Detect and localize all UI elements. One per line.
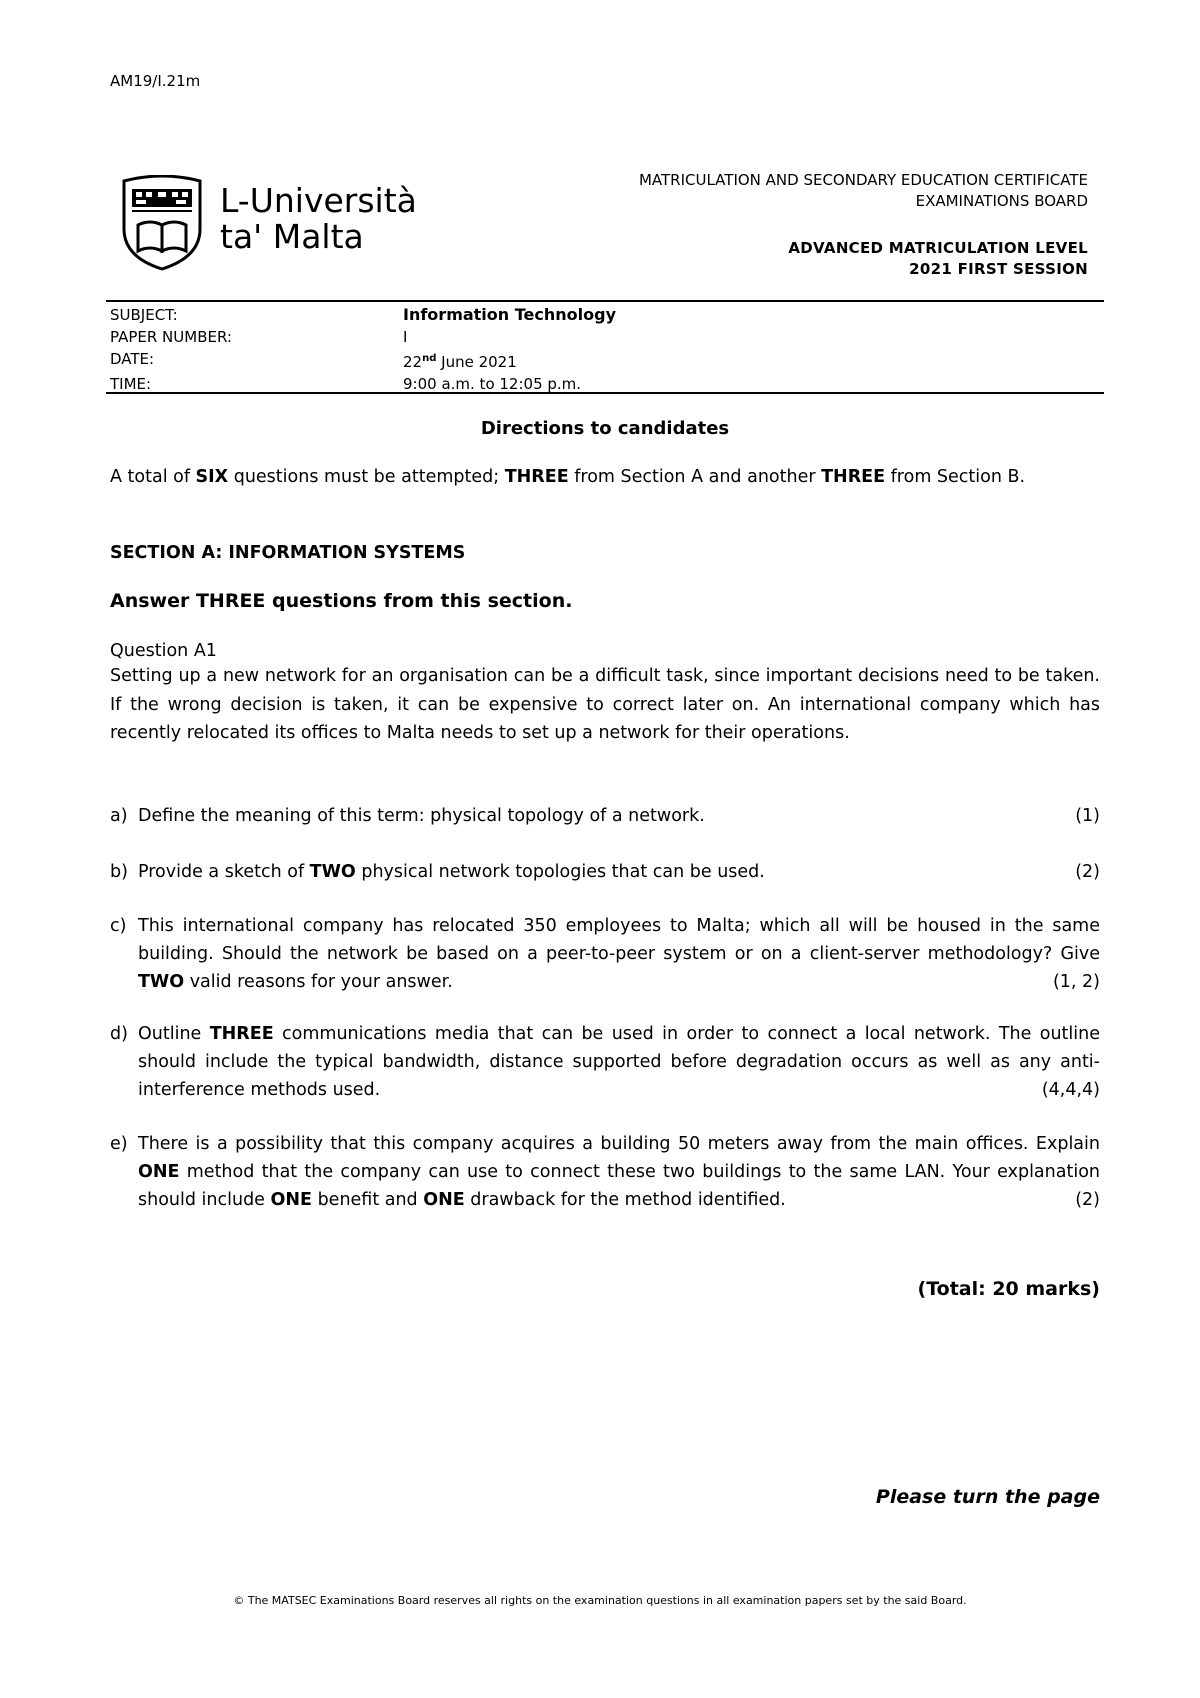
marks-c: (1, 2) bbox=[1052, 972, 1100, 992]
directions-text: A total of SIX questions must be attempted; THREE from Section A and another THREE from Section B. bbox=[110, 467, 1026, 487]
question-intro: Setting up a new network for an organisation can be a difficult task, since important decisions need to be taken. If the wrong decision is taken, it can be expensive to correct later on. An international company which has recently relocated its offices to Malta needs to set up a network for their operations. bbox=[110, 666, 1100, 743]
turn-page-note: Please turn the page bbox=[875, 1486, 1100, 1508]
question-part-e: e) There is a possibility that this company acquires a building 50 meters away from the main offices. Explain ONE method that the company can use to connect these two buildings to the same LAN. Your explanation should include ONE benefit and ONE drawback for the method identified. (2) bbox=[110, 1130, 1100, 1214]
university-logo bbox=[118, 175, 418, 271]
paper-row: PAPER NUMBER: I bbox=[110, 326, 1100, 348]
exam-board-name: MATRICULATION AND SECONDARY EDUCATION CERTIFICATE EXAMINATIONS BOARD bbox=[638, 171, 1088, 210]
time-value: 9:00 a.m. to 12:05 p.m. bbox=[403, 375, 582, 393]
question-part-b: b) Provide a sketch of TWO physical network topologies that can be used. (2) bbox=[110, 858, 1100, 886]
section-instruction: Answer THREE questions from this section. bbox=[110, 590, 573, 612]
marks-d: (4,4,4) bbox=[1041, 1080, 1100, 1100]
marks-e: (2) bbox=[1075, 1190, 1100, 1210]
bottom-divider bbox=[106, 392, 1104, 394]
marks-a: (1) bbox=[1075, 806, 1100, 826]
document-code: AM19/I.21m bbox=[110, 72, 201, 90]
question-title: Question A1 bbox=[110, 641, 217, 661]
question-part-c: c) This international company has relocated 350 employees to Malta; which all will be housed in the same building. Should the network be based on a peer-to-peer system or on a client-server methodology? Give TWO valid reasons for your answer. (1, 2) bbox=[110, 912, 1100, 996]
date-value: 22nd June 2021 bbox=[403, 353, 517, 371]
section-title: SECTION A: INFORMATION SYSTEMS bbox=[110, 543, 466, 563]
exam-details bbox=[110, 304, 1100, 395]
subject-value: Information Technology bbox=[403, 305, 616, 324]
logo-text-line2: ta' Malta bbox=[220, 217, 364, 256]
date-row: DATE: 22nd June 2021 bbox=[110, 348, 1100, 373]
question-part-d: d) Outline THREE communications media that can be used in order to connect a local network. The outline should include the typical bandwidth, distance supported before degradation occurs as well as any anti-interference methods used. (4,4,4) bbox=[110, 1020, 1100, 1104]
exam-level: ADVANCED MATRICULATION LEVEL 2021 FIRST SESSION bbox=[788, 239, 1088, 278]
copyright-footer: © The MATSEC Examinations Board reserves all rights on the examination questions in all examination papers set by the said Board. bbox=[233, 1594, 967, 1607]
logo-text-line1: L-Università bbox=[220, 181, 417, 220]
marks-b: (2) bbox=[1075, 862, 1100, 882]
directions-heading: Directions to candidates bbox=[480, 418, 730, 439]
time-row: TIME: 9:00 a.m. to 12:05 p.m. bbox=[110, 373, 1100, 395]
top-divider bbox=[106, 300, 1104, 302]
question-part-a: a) Define the meaning of this term: physical topology of a network. (1) bbox=[110, 802, 1100, 830]
subject-row: SUBJECT: Information Technology bbox=[110, 304, 1100, 326]
university-crest-icon bbox=[118, 175, 206, 271]
paper-value: I bbox=[403, 328, 408, 346]
total-marks: (Total: 20 marks) bbox=[917, 1278, 1100, 1300]
